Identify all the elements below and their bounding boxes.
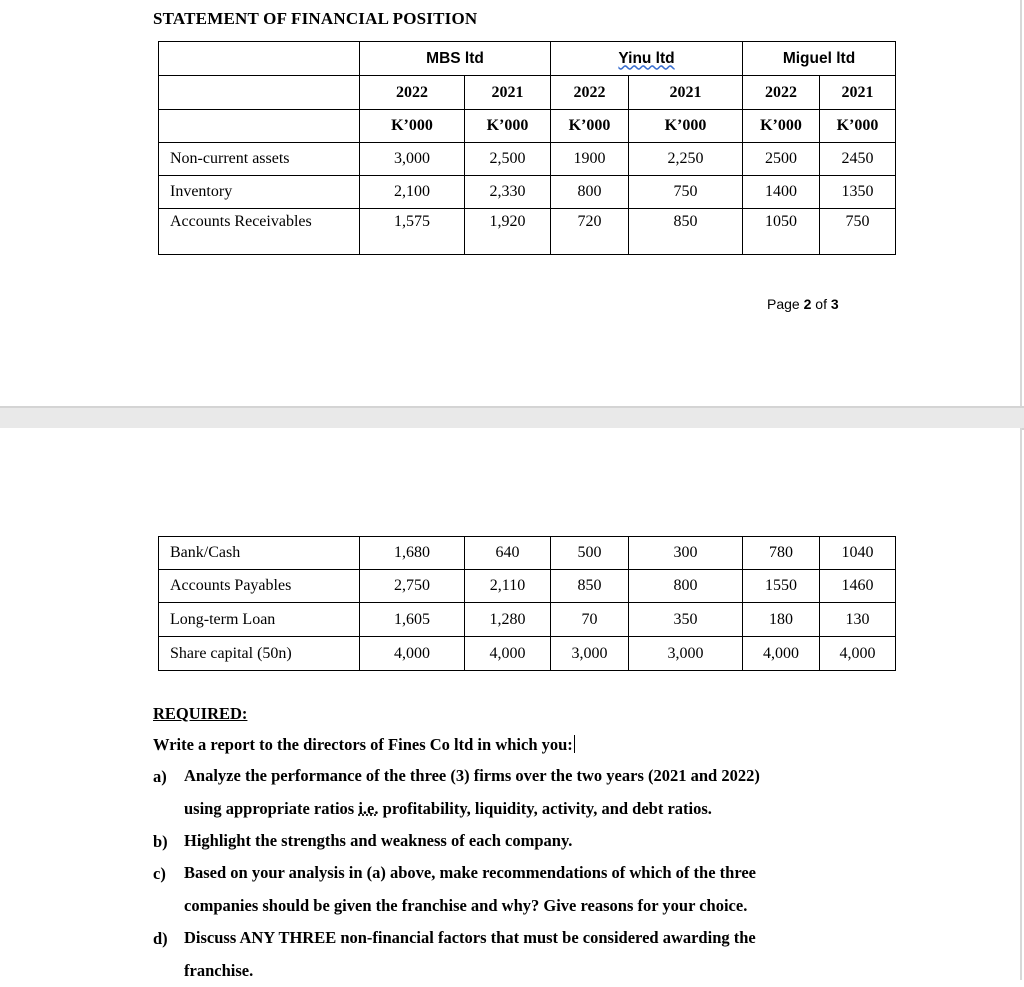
value-cell: 1,280 [465,603,551,637]
value-cell: 780 [743,537,820,570]
year-cell: 2021 [465,76,551,110]
value-cell: 1900 [551,143,629,176]
value-cell: 800 [629,570,743,603]
value-cell: 2500 [743,143,820,176]
value-cell: 750 [820,209,896,255]
value-cell: 2,500 [465,143,551,176]
value-cell: 800 [551,176,629,209]
question-text: Highlight the strengths and weakness of each company. [184,831,573,850]
value-cell: 300 [629,537,743,570]
value-cell: 4,000 [820,637,896,671]
value-cell: 500 [551,537,629,570]
question-letter: c) [153,864,166,883]
unit-cell: K’000 [551,110,629,143]
table-row [159,143,896,176]
value-cell: 2,100 [360,176,465,209]
value-cell: 2,330 [465,176,551,209]
year-cell: 2022 [360,76,465,110]
empty-header-cell [159,76,360,110]
value-cell: 3,000 [360,143,465,176]
value-cell: 2,250 [629,143,743,176]
unit-cell: K’000 [743,110,820,143]
value-cell: 1460 [820,570,896,603]
empty-header-cell [159,110,360,143]
value-cell: 1,575 [360,209,465,255]
required-intro: Write a report to the directors of Fines Co ltd in which you: [153,735,573,754]
unit-cell: K’000 [629,110,743,143]
value-cell: 1,920 [465,209,551,255]
value-cell: 4,000 [360,637,465,671]
value-cell: 1400 [743,176,820,209]
table-row [159,537,896,570]
row-label: Accounts Payables [159,570,360,603]
question-letter: b) [153,832,168,851]
question-letter: d) [153,929,168,948]
value-cell: 180 [743,603,820,637]
value-cell: 4,000 [743,637,820,671]
company-mbs: MBS ltd [360,42,551,76]
value-cell: 3,000 [629,637,743,671]
empty-header-cell [159,42,360,76]
value-cell: 720 [551,209,629,255]
row-label: Share capital (50n) [159,637,360,671]
value-cell: 1040 [820,537,896,570]
table-row [159,603,896,637]
financial-table-part1 [158,41,896,255]
year-cell: 2022 [551,76,629,110]
company-miguel: Miguel ltd [743,42,896,76]
table-row [159,209,896,255]
page-number: Page 2 of 3 [767,296,839,312]
value-cell: 1350 [820,176,896,209]
value-cell: 70 [551,603,629,637]
company-header-row [159,42,896,76]
table-row [159,570,896,603]
unit-cell: K’000 [820,110,896,143]
value-cell: 2450 [820,143,896,176]
value-cell: 4,000 [465,637,551,671]
year-cell: 2021 [629,76,743,110]
value-cell: 750 [629,176,743,209]
year-cell: 2022 [743,76,820,110]
unit-cell: K’000 [360,110,465,143]
value-cell: 2,110 [465,570,551,603]
value-cell: 850 [551,570,629,603]
table-row [159,637,896,671]
row-label: Accounts Receivables [159,209,360,255]
row-label: Long-term Loan [159,603,360,637]
row-label: Non-current assets [159,143,360,176]
value-cell: 3,000 [551,637,629,671]
unit-cell: K’000 [465,110,551,143]
value-cell: 640 [465,537,551,570]
value-cell: 2,750 [360,570,465,603]
unit-header-row [159,110,896,143]
row-label: Inventory [159,176,360,209]
company-yinu: Yinu ltd [551,42,743,76]
financial-table-part2 [158,536,896,671]
row-label: Bank/Cash [159,537,360,570]
value-cell: 1,605 [360,603,465,637]
question-text: Based on your analysis in (a) above, make recommendations of which of the three companies should be given the franchise and why? Give reasons for your choice. [184,863,757,915]
value-cell: 1550 [743,570,820,603]
value-cell: 1,680 [360,537,465,570]
value-cell: 1050 [743,209,820,255]
question-text: Analyze the performance of the three (3) firms over the two years (2021 and 2022) using appropriate ratios i.e. profitability, liquidity, activity, and debt ratios. [184,766,760,818]
required-heading: REQUIRED: [153,704,248,723]
question-text: Discuss ANY THREE non-financial factors that must be considered awarding the franchise. [184,928,756,980]
text-cursor [574,735,575,753]
value-cell: 350 [629,603,743,637]
page-2-top [0,0,1022,408]
value-cell: 130 [820,603,896,637]
year-cell: 2021 [820,76,896,110]
question-letter: a) [153,767,167,786]
statement-title: STATEMENT OF FINANCIAL POSITION [153,9,478,28]
year-header-row [159,76,896,110]
value-cell: 850 [629,209,743,255]
page-break [0,406,1024,430]
table-row [159,176,896,209]
